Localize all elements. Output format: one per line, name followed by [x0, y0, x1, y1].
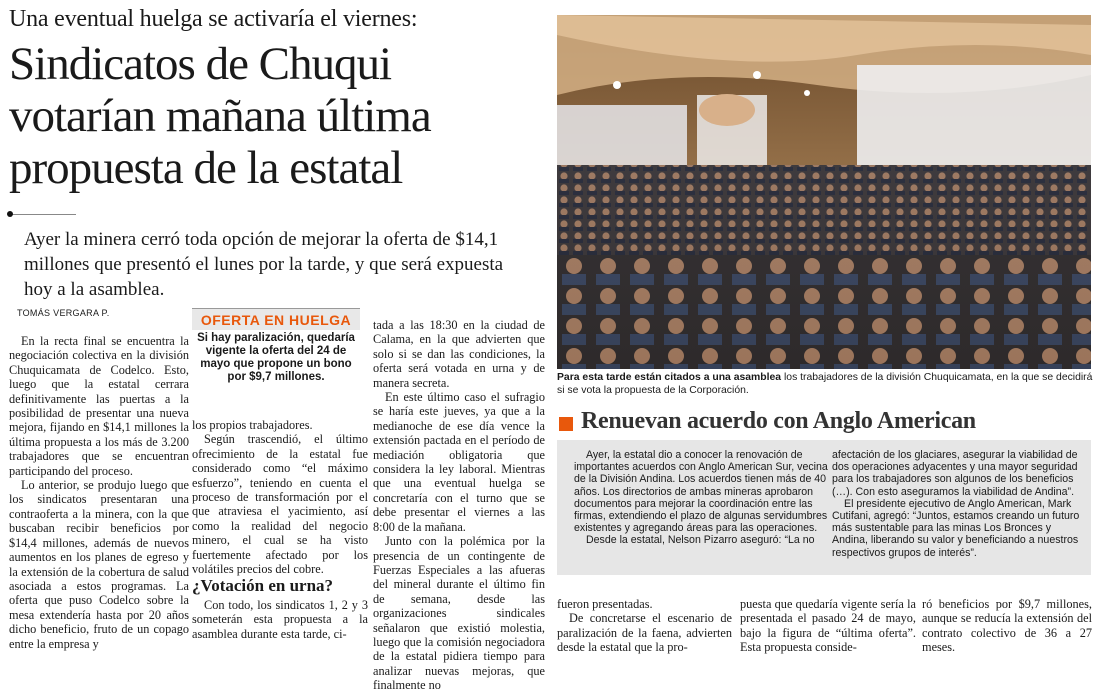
assembly-photo [557, 15, 1091, 369]
callout-title: OFERTA EN HUELGA [192, 308, 360, 330]
paragraph: Según trascendió, el último ofrecimiento de la estatal fue considerado como “el máximo esfuerzo”, teniendo en cuenta el proceso de transformación por el que atraviesa el yacimiento, así como la realidad del negocio minero, el cual se ha visto fuertemente afectado por los volátiles precios del cobre. [192, 432, 368, 577]
paragraph: Ayer, la estatal dio a conocer la renovación de importantes acuerdos con Anglo American Sur, vecina de la División Andina. Los acuerdos tienen más de 40 años. Los directorios de ambas mineras aprobaron documentos para mejorar la coordinación entre las firmas, extendiendo el plazo de algunas servidumbres existentes y agregando áreas para las operaciones. [574, 449, 828, 535]
article-column-4 [557, 597, 732, 655]
lead-paragraph: Ayer la minera cerró toda opción de mejorar la oferta de $14,1 millones que presentó el lunes por la tarde, y que será expuesta hoy a la asamblea. [24, 229, 504, 300]
article-column-6 [922, 597, 1092, 655]
callout-text: Si hay paralización, quedaría vigente la oferta del 24 de mayo que propone un bono por $9,7 millones. [197, 332, 355, 383]
headline: Sindicatos de Chuqui votarían mañana última propuesta de la estatal [9, 38, 431, 194]
paragraph: Lo anterior, se produjo luego que los sindicatos presentaran una contraoferta a la minera, con la que buscaban recibir beneficios por $14,4 millones, además de nuevos aumentos en los planes de egreso y la extensión de la cobertura de salud asociada a estos programas. La oferta que puso Codelco sobre la mesa extendería hasta por 20 años dicho beneficio, fruto de un copago entre la empresa y [9, 478, 189, 651]
article-column-1 [9, 334, 189, 651]
paragraph: El presidente ejecutivo de Anglo American, Mark Cutifani, agregó: “Juntos, estamos creando un futuro más sustentable para las minas Los Bronces y Andina, liberando su valor y beneficiando a nuestros respectivos grupos de interés”. [832, 497, 1080, 559]
subheading: ¿Votación en urna? [192, 576, 334, 596]
article-column-3 [373, 318, 545, 693]
photo-caption [557, 372, 1093, 397]
article-column-2 [192, 418, 368, 641]
bullet-dot-icon [7, 211, 13, 217]
paragraph: En este último caso el sufragio se haría este jueves, ya que a la medianoche de ese día vence la extensión pactada en el período de mediación obligatoria que considera la ley laboral. Mientras que una eventual huelga se concretaría con el turno que se debe presentar el viernes a las 8:00 de la mañana. [373, 390, 545, 534]
paragraph: afectación de los glaciares, asegurar la viabilidad de dos operaciones adyacentes y una mayor seguridad para los trabajadores son algunos de los beneficios (…). Con esto aseguramos la viabilidad de Andina”. [832, 449, 1078, 498]
paragraph: Junto con la polémica por la presencia de un contingente de Fuerzas Especiales a las afueras del mineral durante el último fin de semana, desde las organizaciones sindicales señalaron que existió molestia, luego que la comisión negociadora de la estatal pidiera tiempo para analizar nuevas mejoras, que finalmente no [373, 534, 545, 693]
kicker: Una eventual huelga se activaría el viernes: [9, 6, 418, 32]
article-column-5 [740, 597, 916, 655]
paragraph: fueron presentadas. [557, 597, 653, 611]
square-bullet-icon [559, 417, 573, 431]
paragraph: De concretarse el escenario de paralización de la faena, advierten desde la estatal que la pro- [557, 611, 732, 655]
caption-text: los trabajadores de la división Chuquicamata, en la que se decidirá si se vota la propuesta de la Corporación. [557, 372, 1093, 396]
sidebar-column-left [574, 449, 828, 547]
paragraph: Desde la estatal, Nelson Pizarro aseguró: “La no [586, 534, 815, 547]
paragraph: puesta que quedaría vigente sería la presentada el pasado 24 de mayo, bajo la figura de “última oferta”. Esta propuesta conside- [740, 597, 916, 655]
caption-bold: Para esta tarde están citados a una asamblea [557, 372, 782, 383]
paragraph: tada a las 18:30 en la ciudad de Calama, en la que advierten que solo si se dan las condiciones, la oferta será votada en urna y de manera secreta. [373, 318, 545, 390]
paragraph: los propios trabajadores. [192, 418, 313, 432]
callout-box [192, 308, 360, 384]
paragraph: Con todo, los sindicatos 1, 2 y 3 someterán esta propuesta a la asamblea durante esta tarde, ci- [192, 597, 368, 641]
sidebar-column-right [832, 449, 1082, 559]
paragraph: ró beneficios por $9,7 millones, aunque se reducía la extensión del contrato colectivo de 36 a 27 meses. [922, 597, 1092, 655]
byline: TOMÁS VERGARA P. [17, 308, 110, 318]
paragraph: En la recta final se encuentra la negociación colectiva en la división Chuquicamata de Codelco. Esto, luego que la estatal cerrara definitivamente las puertas a la posibilidad de presentar una nueva mejora, fijando en $14,1 millones la última propuesta a los más de 3.200 trabajadores que se encuentran participando del proceso. [9, 334, 189, 478]
sidebar-title: Renuevan acuerdo con Anglo American [581, 408, 976, 434]
lead-divider [9, 214, 76, 215]
